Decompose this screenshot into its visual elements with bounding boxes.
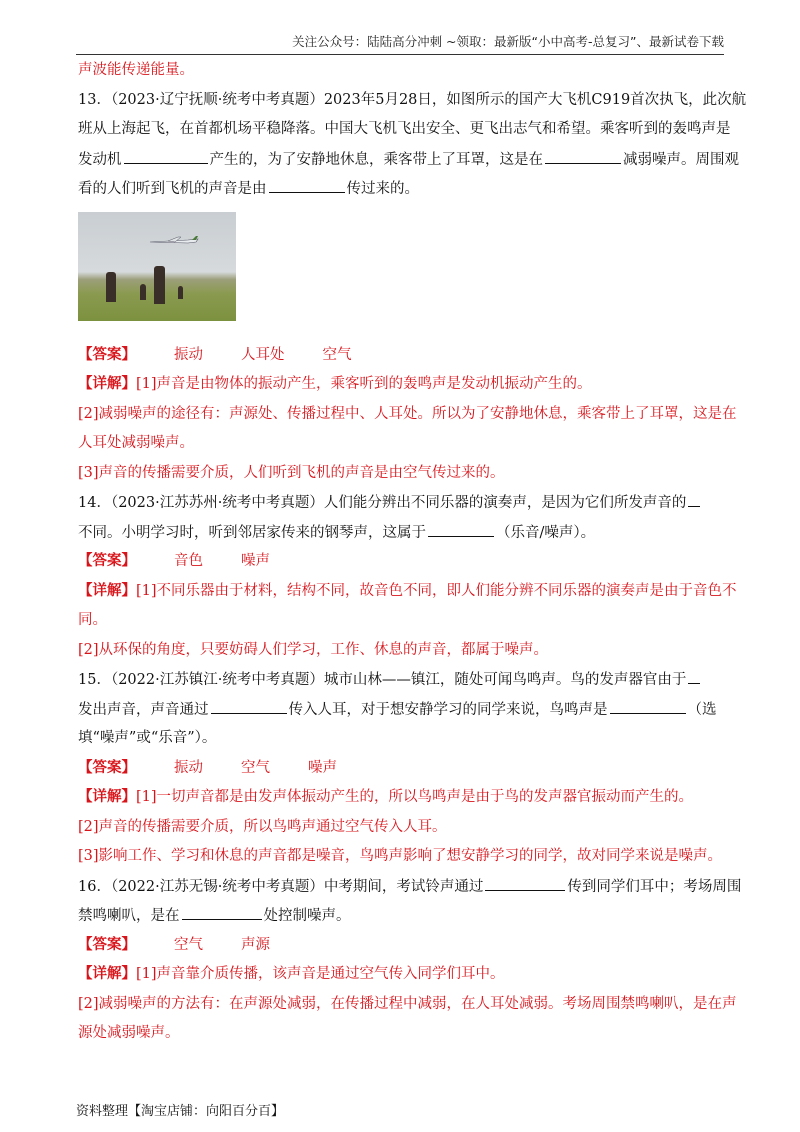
q16-blank-2 [182, 905, 262, 920]
person-silhouette [140, 284, 146, 300]
page-content [78, 60, 747, 1053]
q13-line-1: 13．（2023·辽宁抚顺·统考中考真题）2023年5月28日，如图所示的国产大飞机C919首次执飞，此次航 [78, 91, 747, 108]
q15-detail-2: [2]声音的传播需要介质，所以鸟鸣声通过空气传入人耳。 [78, 818, 447, 835]
page-header: 关注公众号：陆陆高分冲刺 ~领取：最新版“小中高考-总复习”、最新试卷下载 [76, 34, 724, 55]
q13-detail-4: [3]声音的传播需要介质，人们听到飞机的声音是由空气传过来的。 [78, 464, 505, 481]
q13-answer: 【答案】 振动 人耳处 空气 [78, 345, 352, 363]
q15-line-1: 15．（2022·江苏镇江·统考中考真题）城市山林——镇江，随处可闻鸟鸣声。鸟的发声器官由于 [78, 669, 724, 699]
q13-line-3: 发动机 产生的，为了安静地休息，乘客带上了耳罩，这是在 减弱噪声。周围观 [78, 149, 724, 179]
q15-blank-3 [610, 699, 686, 714]
q16-detail-3: 源处减弱噪声。 [78, 1025, 180, 1041]
q15-blank-1 [688, 669, 700, 684]
q15-detail-3: [3]影响工作、学习和休息的声音都是噪音，鸟鸣声影响了想安静学习的同学，故对同学来说是噪声。 [78, 848, 723, 864]
page-footer: 资料整理【淘宝店铺：向阳百分百】 [76, 1104, 285, 1119]
q15-line-3: 填“噪声”或“乐音”）。 [78, 730, 217, 746]
q16-blank-1 [485, 876, 565, 891]
q14-answer: 【答案】 音色 噪声 [78, 552, 270, 569]
q15-detail-1: 【详解】[1]一切声音都是由发声体振动产生的，所以鸟鸣声是由于鸟的发声器官振动而产生的。 [78, 788, 694, 805]
person-silhouette [154, 266, 165, 304]
q15-blank-2 [211, 699, 287, 714]
q13-line-4: 看的人们听到飞机的声音是由 传过来的。 [78, 178, 724, 208]
q13-blank-1 [124, 149, 208, 164]
q16-detail-2: [2]减弱噪声的方法有：在声源处减弱，在传播过程中减弱，在人耳处减弱。考场周围禁鸣喇叭，是在声 [78, 995, 737, 1012]
airplane-icon [148, 236, 200, 246]
q13-blank-2 [545, 149, 621, 164]
person-silhouette [106, 272, 116, 302]
q13-blank-3 [269, 178, 345, 193]
prev-detail-tail: 声波能传递能量。 [78, 62, 194, 78]
q14-detail-3: [2]从环保的角度，只要妨碍人们学习，工作、休息的声音，都属于噪声。 [78, 641, 549, 658]
q15-answer: 【答案】 振动 空气 噪声 [78, 758, 337, 776]
person-silhouette [178, 286, 183, 299]
q14-blank-2 [428, 522, 494, 537]
q16-answer: 【答案】 空气 声源 [78, 935, 270, 953]
q13-line-2: 班从上海起飞，在首都机场平稳降落。中国大飞机飞出安全、更飞出志气和希望。乘客听到的轰鸣声是 [78, 121, 731, 137]
q14-detail-1: 【详解】[1]不同乐器由于材料，结构不同，故音色不同，即人们能分辨不同乐器的演奏声是由于音色不 [78, 581, 737, 599]
q14-line-1: 14．（2023·江苏苏州·统考中考真题）人们能分辨出不同乐器的演奏声，是因为它们所发声音的 [78, 492, 724, 522]
q14-detail-2: 同。 [78, 612, 107, 628]
q13-detail-2: [2]减弱噪声的途径有：声源处、传播过程中、人耳处。所以为了安静地休息，乘客带上了耳罩，这是在 [78, 405, 737, 422]
q16-line-2: 禁鸣喇叭，是在 处控制噪声。 [78, 905, 724, 935]
q14-line-2: 不同。小明学习时，听到邻居家传来的钢琴声，这属于 （乐音/噪声）。 [78, 522, 724, 552]
c919-photo [78, 212, 236, 321]
q16-detail-1: 【详解】[1]声音靠介质传播，该声音是通过空气传入同学们耳中。 [78, 965, 505, 982]
q14-blank-1 [688, 492, 700, 507]
q13-detail-3: 人耳处减弱噪声。 [78, 435, 194, 451]
q13-detail-1: 【详解】[1]声音是由物体的振动产生，乘客听到的轰鸣声是发动机振动产生的。 [78, 375, 592, 392]
q15-line-2: 发出声音，声音通过 传入人耳，对于想安静学习的同学来说，鸟鸣声是 （选 [78, 699, 724, 729]
q16-line-1: 16．（2022·江苏无锡·统考中考真题）中考期间，考试铃声通过 传到同学们耳中；考场周围 [78, 876, 724, 906]
